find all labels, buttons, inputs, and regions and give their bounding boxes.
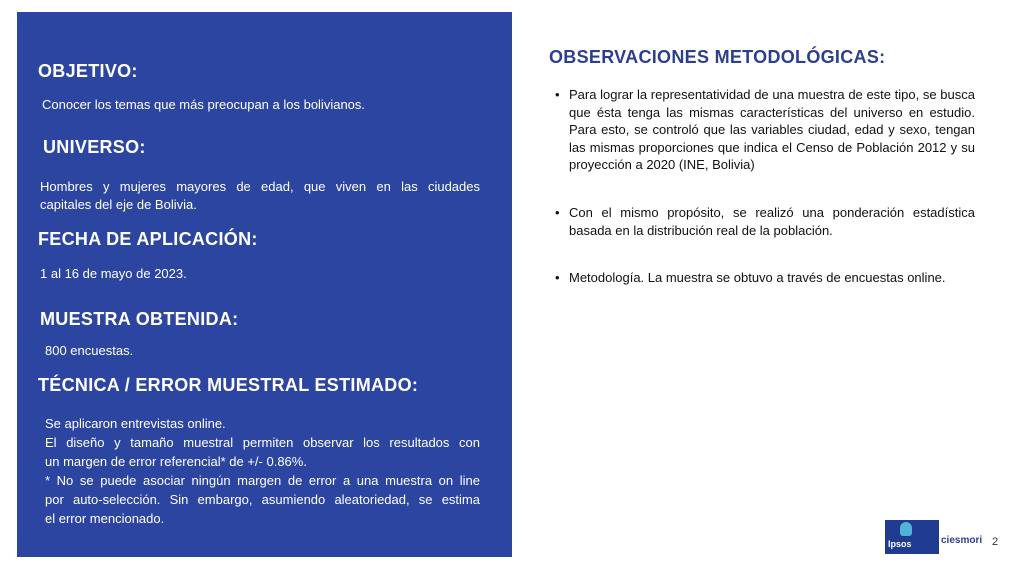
tecnica-line: * No se puede asociar ningún margen de error a una muestra on line [45,473,480,488]
objetivo-text: Conocer los temas que más preocupan a los bolivianos. [42,97,366,112]
muestra-heading: MUESTRA OBTENIDA: [40,309,239,329]
bullet-icon: • [555,270,560,286]
list-item [555,204,975,239]
list-item [555,269,975,287]
page-number: 2 [992,536,999,548]
objetivo-heading: OBJETIVO: [38,61,138,81]
muestra-text: 800 encuestas. [45,343,134,358]
brand-name: ciesmori [941,535,983,546]
list-item [555,86,975,174]
universo-heading: UNIVERSO: [43,137,146,157]
bullet-icon: • [555,87,560,102]
observaciones-heading: OBSERVACIONES METODOLÓGICAS: [549,47,886,67]
observacion-text: Para lograr la representatividad de una muestra de este tipo, se busca que ésta tenga las mismas características del universo en estudio. Para esto, se controló que las variables ciudad, edad y sexo, tengan las mismas proporciones que indica el Censo de Población 2012 y su proyección a 2020 (INE, Bolivia) [569,87,975,173]
info-panel [17,12,512,557]
tecnica-line: Se aplicaron entrevistas online. [45,416,226,431]
observacion-text: Metodología. La muestra se obtuvo a través de encuestas online. [569,270,946,286]
universo-line: capitales del eje de Bolivia. [40,197,197,212]
tecnica-line: por auto-selección. Sin embargo, asumiendo aleatoriedad, se estima [45,492,480,507]
ipsos-mark-icon [900,522,912,536]
universo-line: Hombres y mujeres mayores de edad, que viven en las ciudades [40,179,480,194]
tecnica-line: un margen de error referencial* de +/- 0.86%. [45,454,307,469]
observaciones-list [555,86,975,287]
fecha-heading: FECHA DE APLICACIÓN: [38,229,258,249]
tecnica-line: El diseño y tamaño muestral permiten observar los resultados con [45,435,480,450]
tecnica-line: el error mencionado. [45,511,165,526]
observacion-text: Con el mismo propósito, se realizó una ponderación estadística basada en la distribución real de la población. [569,204,975,238]
ipsos-logo [885,520,939,554]
universo-text [40,178,480,214]
tecnica-text [45,414,480,528]
logo-text: Ipsos [888,539,912,549]
bullet-icon: • [555,204,560,220]
tecnica-heading: TÉCNICA / ERROR MUESTRAL ESTIMADO: [38,375,419,395]
fecha-text: 1 al 16 de mayo de 2023. [40,266,187,281]
